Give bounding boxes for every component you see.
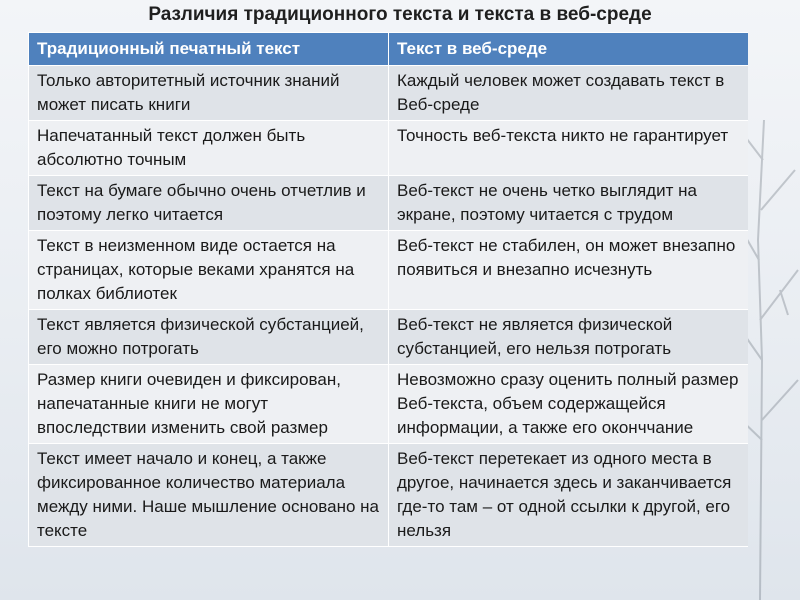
comparison-table-container	[28, 32, 748, 600]
web-cell: Веб-текст не стабилен, он может внезапно появиться и внезапно исчезнуть	[389, 231, 749, 310]
traditional-cell: Размер книги очевиден и фиксирован, напечатанные книги не могут впоследствии изменить свой размер	[29, 365, 389, 444]
table-row	[29, 176, 749, 231]
table-row	[29, 310, 749, 365]
table-row	[29, 66, 749, 121]
web-cell: Веб-текст не очень четко выглядит на экране, поэтому читается с трудом	[389, 176, 749, 231]
traditional-cell: Текст на бумаге обычно очень отчетлив и поэтому легко читается	[29, 176, 389, 231]
header-traditional-text: Традиционный печатный текст	[29, 33, 389, 66]
web-cell: Веб-текст не является физической субстанцией, его нельзя потрогать	[389, 310, 749, 365]
traditional-cell: Текст является физической субстанцией, его можно потрогать	[29, 310, 389, 365]
table-header-row	[29, 33, 749, 66]
traditional-cell: Текст имеет начало и конец, а также фиксированное количество материала между ними. Наше мышление основано на тексте	[29, 444, 389, 547]
table-row	[29, 121, 749, 176]
traditional-cell: Напечатанный текст должен быть абсолютно точным	[29, 121, 389, 176]
header-web-text: Текст в веб-среде	[389, 33, 749, 66]
traditional-cell: Только авторитетный источник знаний может писать книги	[29, 66, 389, 121]
web-cell: Каждый человек может создавать текст в Веб-среде	[389, 66, 749, 121]
table-row	[29, 365, 749, 444]
web-cell: Точность веб-текста никто не гарантирует	[389, 121, 749, 176]
traditional-cell: Текст в неизменном виде остается на страницах, которые веками хранятся на полках библиотек	[29, 231, 389, 310]
web-cell: Веб-текст перетекает из одного места в другое, начинается здесь и заканчивается где-то там – от одной ссылки к другой, его нельзя	[389, 444, 749, 547]
comparison-table	[28, 32, 748, 547]
table-row	[29, 444, 749, 547]
page-title: Различия традиционного текста и текста в веб-среде	[148, 4, 652, 25]
table-row	[29, 231, 749, 310]
web-cell: Невозможно сразу оценить полный размер Веб-текста, объем содержащейся информации, а также его оконччание	[389, 365, 749, 444]
